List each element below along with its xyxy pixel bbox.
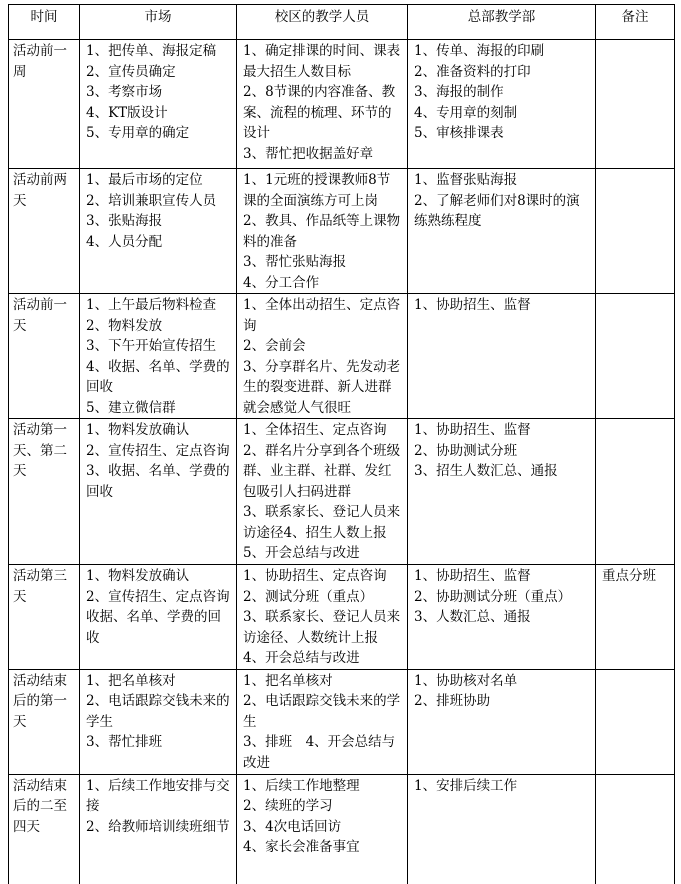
list-item: 2、群名片分享到各个班级群、业主群、社群、发红包吸引人扫码进群	[243, 442, 401, 500]
cell-time: 活动第一天、第二天	[9, 419, 80, 565]
list-item: 1、全体招生、定点咨询	[243, 422, 387, 438]
cell-time: 活动结束后的第一天	[9, 669, 80, 774]
table-row	[9, 565, 675, 670]
list-item: 1、监督张贴海报	[414, 172, 518, 188]
list-item: 1、后续工作地安排与交接	[86, 777, 230, 814]
list-item: 5、专用章的确定	[86, 125, 190, 141]
cell-market	[80, 419, 237, 565]
table-row	[9, 40, 675, 169]
table-row	[9, 294, 675, 419]
cell-campus	[237, 419, 408, 565]
table-row	[9, 419, 675, 565]
list-item: 1、上午最后物料检查	[86, 297, 217, 313]
cell-time: 活动前两天	[9, 169, 80, 294]
list-item: 4、专用章的刻制	[414, 104, 518, 121]
table-header-row	[9, 5, 675, 40]
table-row	[9, 169, 675, 294]
list-item: 1、安排后续工作	[414, 777, 518, 794]
list-item: 3、海报的制作	[414, 84, 504, 100]
list-item: 2、协助测试分班（重点）	[414, 588, 572, 605]
list-item: 2、培训兼职宣传人员	[86, 192, 217, 209]
list-item: 1、协助招生、监督	[414, 568, 531, 584]
list-item: 1、全体出动招生、定点咨询	[243, 297, 401, 334]
cell-hq	[408, 669, 596, 774]
cell-note	[596, 669, 675, 774]
cell-market	[80, 565, 237, 670]
cell-note	[596, 419, 675, 565]
cell-hq	[408, 40, 596, 169]
list-item: 4、人员分配	[86, 233, 163, 250]
list-item: 1、把传单、海报定稿	[86, 43, 217, 59]
list-item: 2、了解老师们对8课时的演练熟练程度	[414, 192, 580, 229]
list-item: 3、下午开始宣传招生	[86, 338, 217, 354]
list-item: 2、电话跟踪交钱未来的学生	[86, 693, 230, 730]
cell-market	[80, 169, 237, 294]
cell-note	[596, 169, 675, 294]
list-item: 3、帮忙张贴海报	[243, 254, 347, 270]
list-item: 1、协助招生、监督	[414, 422, 531, 438]
header-hq-teaching-dept: 总部教学部	[408, 5, 596, 40]
header-campus-teaching-staff: 校区的教学人员	[237, 5, 408, 40]
cell-note: 重点分班	[596, 565, 675, 670]
list-item: 3、联系家长、登记人员来访途径4、招生人数上报	[243, 504, 401, 541]
cell-campus	[237, 565, 408, 670]
list-item: 3、帮忙把收据盖好章	[243, 145, 374, 162]
list-item: 3、联系家长、登记人员来访途径、人数统计上报	[243, 609, 401, 646]
list-item: 2、会前会	[243, 338, 306, 354]
list-item: 3、分享群名片、先发动老生的裂变进群、新人进群就会感觉人气很旺	[243, 358, 401, 416]
cell-time: 活动结束后的二至四天	[9, 774, 80, 884]
list-item: 3、人数汇总、通报	[414, 609, 531, 625]
list-item: 2、测试分班（重点）	[243, 588, 374, 605]
list-item: 2、宣传招生、定点咨询	[86, 442, 230, 459]
list-item: 4、收据、名单、学费的回收	[86, 358, 230, 395]
list-item: 1、后续工作地整理	[243, 777, 360, 794]
list-item: 1、协助招生、定点咨询	[243, 568, 387, 584]
list-item: 5、建立微信群	[86, 399, 176, 416]
list-item: 1、把名单核对	[86, 672, 176, 689]
cell-hq	[408, 294, 596, 419]
cell-hq	[408, 774, 596, 884]
list-item: 2、排班协助	[414, 693, 491, 709]
cell-market	[80, 774, 237, 884]
table-row	[9, 774, 675, 884]
table-row	[9, 669, 675, 774]
list-item: 2、宣传招生、定点咨询收据、名单、学费的回收	[86, 588, 230, 646]
list-item: 4、开会总结与改进	[243, 650, 360, 666]
cell-time: 活动前一周	[9, 40, 80, 169]
list-item: 3、考察市场	[86, 84, 163, 100]
cell-time: 活动第三天	[9, 565, 80, 670]
list-item: 1、把名单核对	[243, 672, 333, 689]
header-market: 市场	[80, 5, 237, 40]
list-item: 2、教具、作品纸等上课物料的准备	[243, 213, 401, 250]
cell-note	[596, 294, 675, 419]
cell-market	[80, 294, 237, 419]
list-item: 4、分工合作	[243, 274, 320, 291]
list-item: 5、审核排课表	[414, 125, 504, 141]
list-item: 3、张贴海报	[86, 213, 163, 229]
cell-note	[596, 40, 675, 169]
list-item: 1、最后市场的定位	[86, 172, 203, 188]
cell-campus	[237, 294, 408, 419]
list-item: 2、宣传员确定	[86, 63, 176, 80]
list-item: 1、1元班的授课教师8节课的全面演练方可上岗	[243, 172, 391, 209]
list-item: 3、招生人数汇总、通报	[414, 463, 558, 479]
cell-hq	[408, 169, 596, 294]
list-item: 3、4次电话回访	[243, 818, 342, 835]
list-item: 4、家长会准备事宜	[243, 839, 360, 855]
list-item: 3、排班 4、开会总结与改进	[243, 734, 396, 771]
list-item: 3、收据、名单、学费的回收	[86, 463, 230, 500]
cell-campus	[237, 40, 408, 169]
header-notes: 备注	[596, 5, 675, 40]
list-item: 1、物料发放确认	[86, 568, 190, 584]
cell-campus	[237, 169, 408, 294]
list-item: 1、确定排课的时间、课表最大招生人数目标	[243, 43, 401, 80]
header-time: 时间	[9, 5, 80, 40]
document-page	[8, 4, 675, 884]
list-item: 3、帮忙排班	[86, 734, 163, 750]
cell-campus	[237, 774, 408, 884]
activity-schedule-table	[8, 4, 675, 884]
cell-hq	[408, 419, 596, 565]
list-item: 2、物料发放	[86, 317, 163, 334]
cell-market	[80, 40, 237, 169]
cell-note	[596, 774, 675, 884]
list-item: 5、开会总结与改进	[243, 545, 360, 561]
list-item: 2、续班的学习	[243, 798, 333, 814]
cell-time: 活动前一天	[9, 294, 80, 419]
list-item: 1、协助核对名单	[414, 672, 518, 689]
list-item: 4、KT版设计	[86, 104, 168, 121]
cell-hq	[408, 565, 596, 670]
list-item: 2、8节课的内容准备、教案、流程的梳理、环节的设计	[243, 84, 396, 141]
list-item: 2、协助测试分班	[414, 442, 518, 459]
cell-campus	[237, 669, 408, 774]
list-item: 1、传单、海报的印刷	[414, 43, 545, 59]
list-item: 1、物料发放确认	[86, 422, 190, 438]
list-item: 2、准备资料的打印	[414, 63, 531, 80]
list-item: 2、电话跟踪交钱未来的学生	[243, 693, 401, 730]
list-item: 2、给教师培训续班细节	[86, 818, 230, 835]
cell-market	[80, 669, 237, 774]
list-item: 1、协助招生、监督	[414, 297, 531, 313]
